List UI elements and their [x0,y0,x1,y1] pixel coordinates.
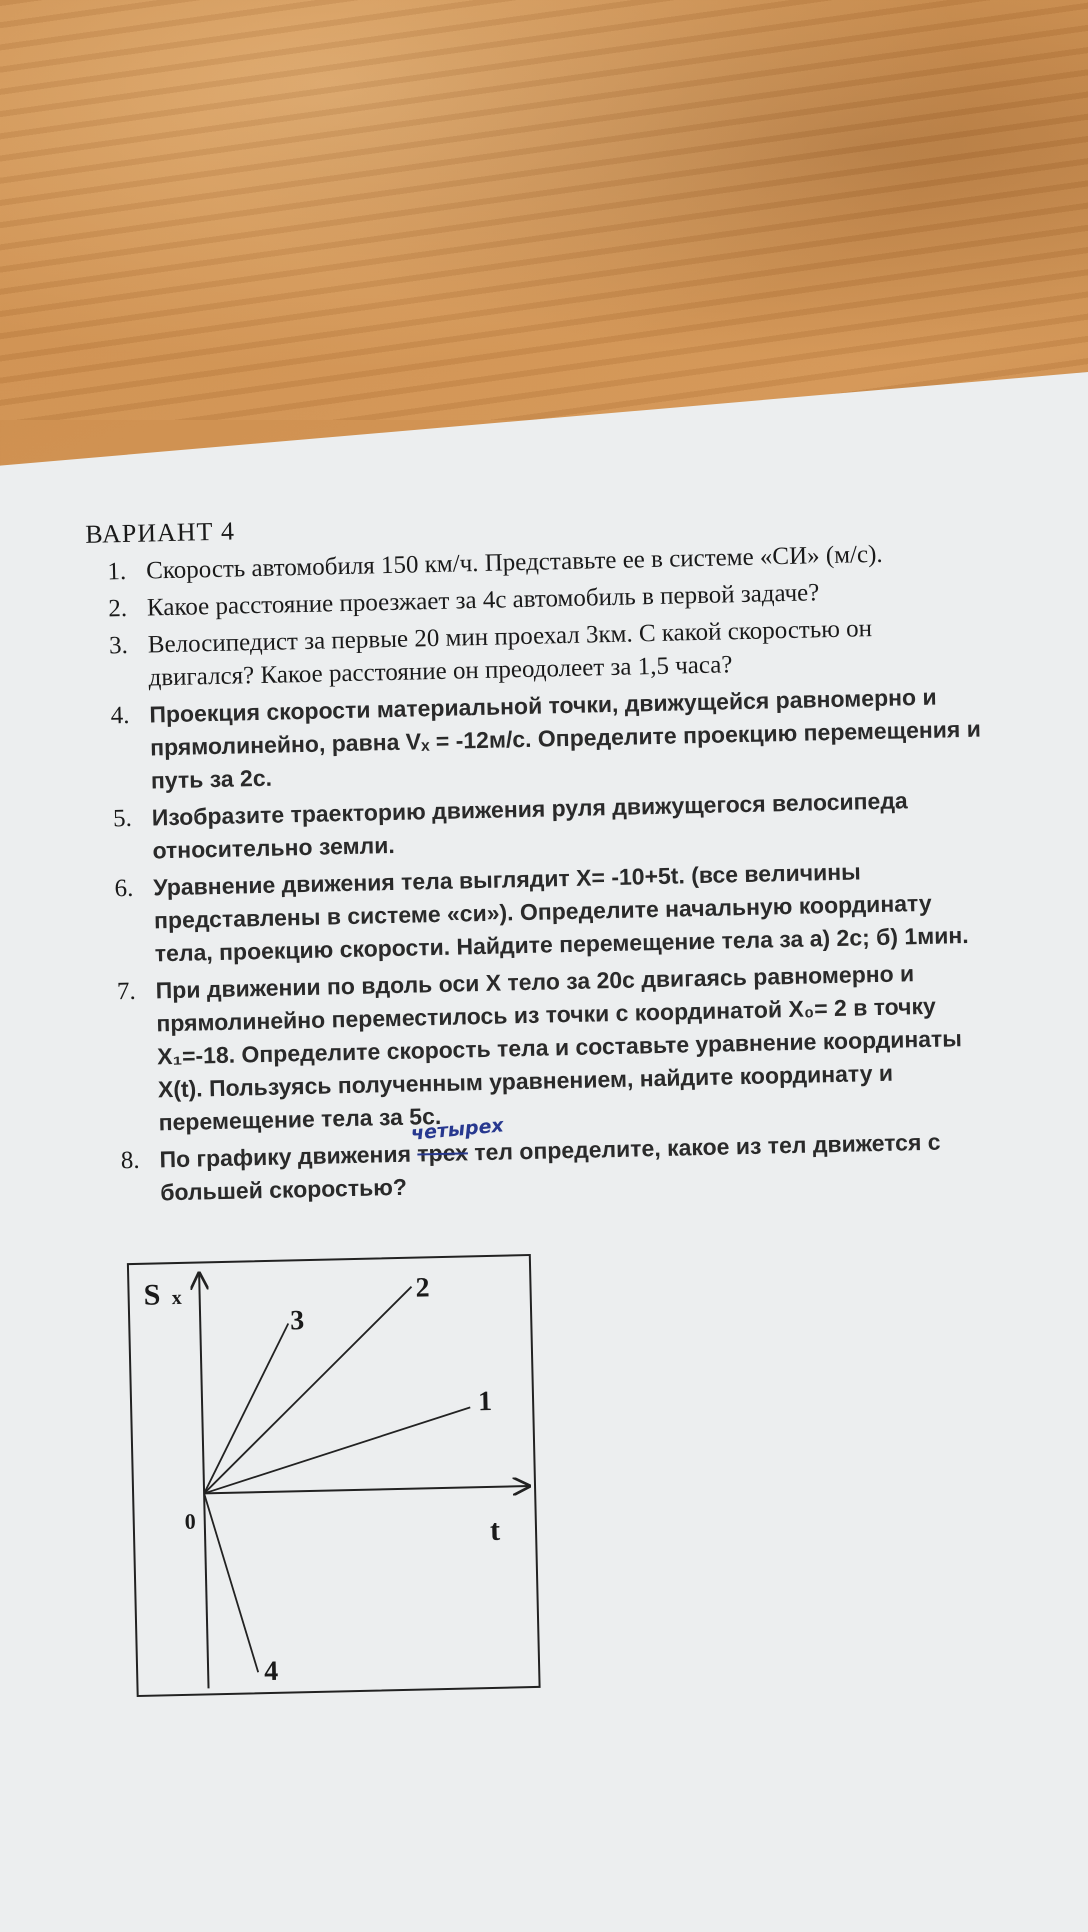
task-number: 1. [107,557,127,586]
task-text: Какое расстояние проезжает за 4с автомобиль в первой задаче? [146,579,820,622]
task-text: Изобразите траекторию движения руля движущегося велосипеда относительно земли. [151,787,908,864]
task-number: 4. [110,701,130,730]
handwritten-correction: четырех [409,1114,505,1145]
task-item [90,955,994,1140]
y-axis [199,1273,208,1688]
x-axis [204,1486,529,1493]
origin-label: 0 [184,1508,197,1534]
graph-line-4 [204,1492,258,1673]
struck-word-text: трех [417,1139,469,1167]
task-number: 6. [114,874,134,903]
motion-graph [127,1254,541,1697]
task-text: При движении по вдоль оси X тело за 20с двигаясь равномерно и прямолинейно переместилось из точки с координатой X₀= 2 в точку X₁=-18. Определите скорость тела и составьте уравнение координаты X(t). Пользуясь полученным уравнением, найдите координату и перемещение тела за 5с. [155,960,963,1136]
task-item [88,852,990,971]
task-number: 2. [107,594,128,623]
task-number: 7. [116,977,137,1006]
graph-line-3 [200,1323,292,1493]
task8-text-start: По графику движения [159,1140,418,1173]
line-label-4: 4 [263,1655,279,1688]
task-text [159,1114,995,1209]
task-text: Уравнение движения тела выглядит X= -10+5t. (все величины представлены в системе «си»). Определите начальную координату тела, проекцию скорости. Найдите перемещение тела за а) 2с; б) 1мин. [153,858,969,967]
task-text: Проекция скорости материальной точки, движущейся равномерно и прямолинейно, равна Vₓ = -12м/с. Определите проекцию перемещения и путь за 2с. [149,683,982,794]
task-text: Скорость автомобиля 150 км/ч. Представьте ее в системе «СИ» (м/с). [145,540,883,585]
x-axis-label: t [489,1513,501,1547]
struck-word [409,1114,505,1167]
task-list [81,536,996,1215]
line-label-1: 1 [477,1385,493,1418]
task-number: 8. [120,1146,140,1175]
task8-text-end: тел определите, какое из тел движется с большей скоростью? [159,1128,941,1206]
line-label-2: 2 [415,1272,430,1304]
y-axis-subscript: x [171,1286,182,1310]
y-axis-label: S [143,1278,161,1312]
task-number: 3. [108,631,129,660]
motion-graph-svg [129,1256,539,1695]
variant-title: ВАРИАНТ 4 [84,516,236,549]
task-number: 5. [112,804,133,833]
task-item [84,680,986,799]
graph-line-2 [200,1287,417,1494]
line-label-3: 3 [289,1305,305,1337]
task-text: Велосипедист за первые 20 мин проехал 3км. С какой скоростью он двигался? Какое расстояние он преодолеет за 1,5 часа? [147,615,873,692]
graph-line-1 [202,1407,472,1493]
